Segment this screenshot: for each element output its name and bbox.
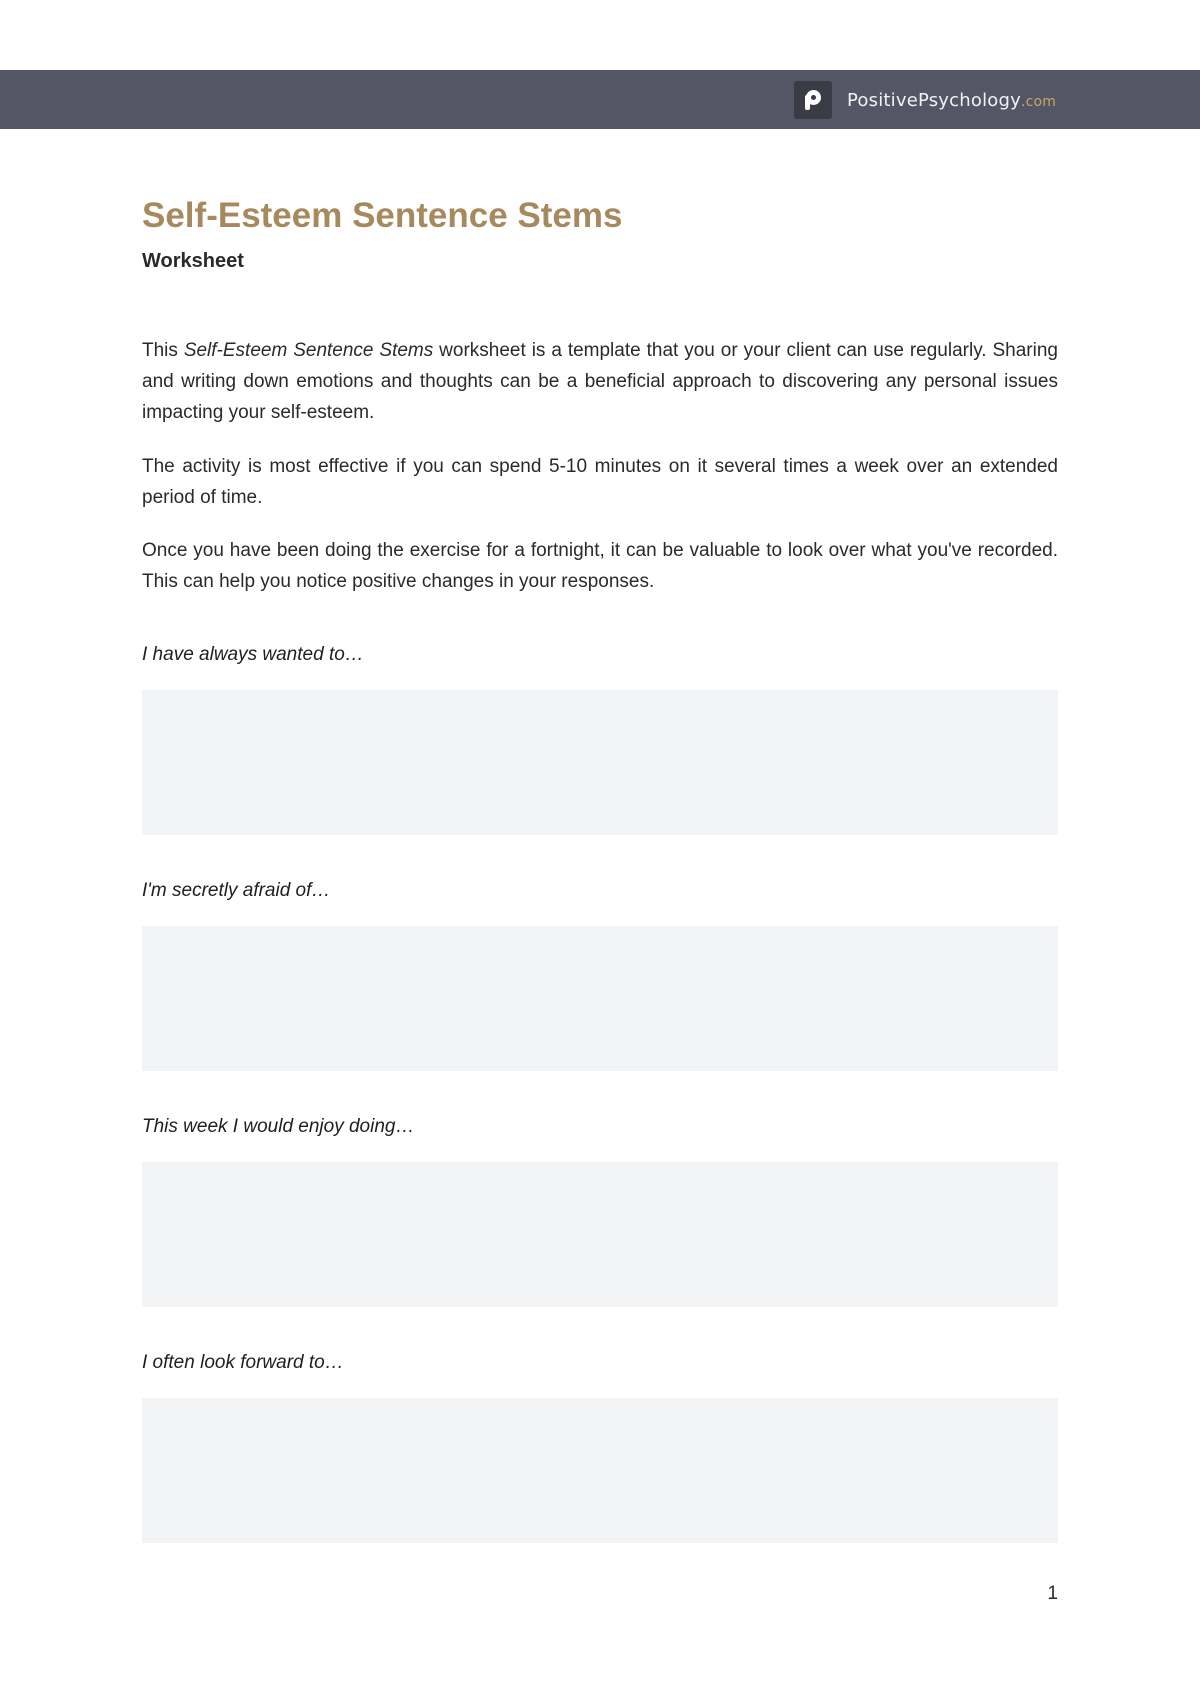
intro-p1-suffix: worksheet is a template that you or your client can use regularly. Sharing and writing down emotions and thoughts can be a beneficial approach to discovering any personal issues impacting your self-esteem.	[142, 340, 1058, 423]
answer-field[interactable]	[142, 1162, 1058, 1307]
prompt-section-1	[142, 641, 1058, 835]
prompt-label: I have always wanted to…	[142, 644, 364, 665]
intro-paragraph-1	[142, 335, 1058, 428]
page-title: Self-Esteem Sentence Stems	[142, 196, 623, 235]
prompt-section-2	[142, 877, 1058, 1071]
worksheet-content	[142, 190, 1058, 1543]
page-subtitle: Worksheet	[142, 250, 244, 272]
prompt-label: I'm secretly afraid of…	[142, 880, 331, 901]
prompt-section-4	[142, 1349, 1058, 1543]
intro-p1-prefix: This	[142, 340, 184, 361]
prompt-section-3	[142, 1113, 1058, 1307]
prompt-label: I often look forward to…	[142, 1352, 344, 1373]
brand	[794, 81, 1056, 119]
header-bar	[0, 70, 1200, 129]
answer-field[interactable]	[142, 690, 1058, 835]
brand-name-text: PositivePsychology	[847, 89, 1021, 111]
intro-paragraph-2: The activity is most effective if you can spend 5-10 minutes on it several times a week over an extended period of time.	[142, 456, 1058, 508]
prompt-label: This week I would enjoy doing…	[142, 1116, 415, 1137]
brand-suffix: .com	[1020, 93, 1057, 110]
intro-p1-italic: Self-Esteem Sentence Stems	[183, 340, 434, 361]
intro-paragraph-3: Once you have been doing the exercise for a fortnight, it can be valuable to look over what you've recorded. This can help you notice positive changes in your responses.	[142, 540, 1058, 592]
page-number: 1	[1047, 1583, 1058, 1604]
brand-name	[847, 90, 1056, 111]
answer-field[interactable]	[142, 926, 1058, 1071]
positivepsychology-p-logo-icon	[794, 81, 832, 119]
answer-field[interactable]	[142, 1398, 1058, 1543]
